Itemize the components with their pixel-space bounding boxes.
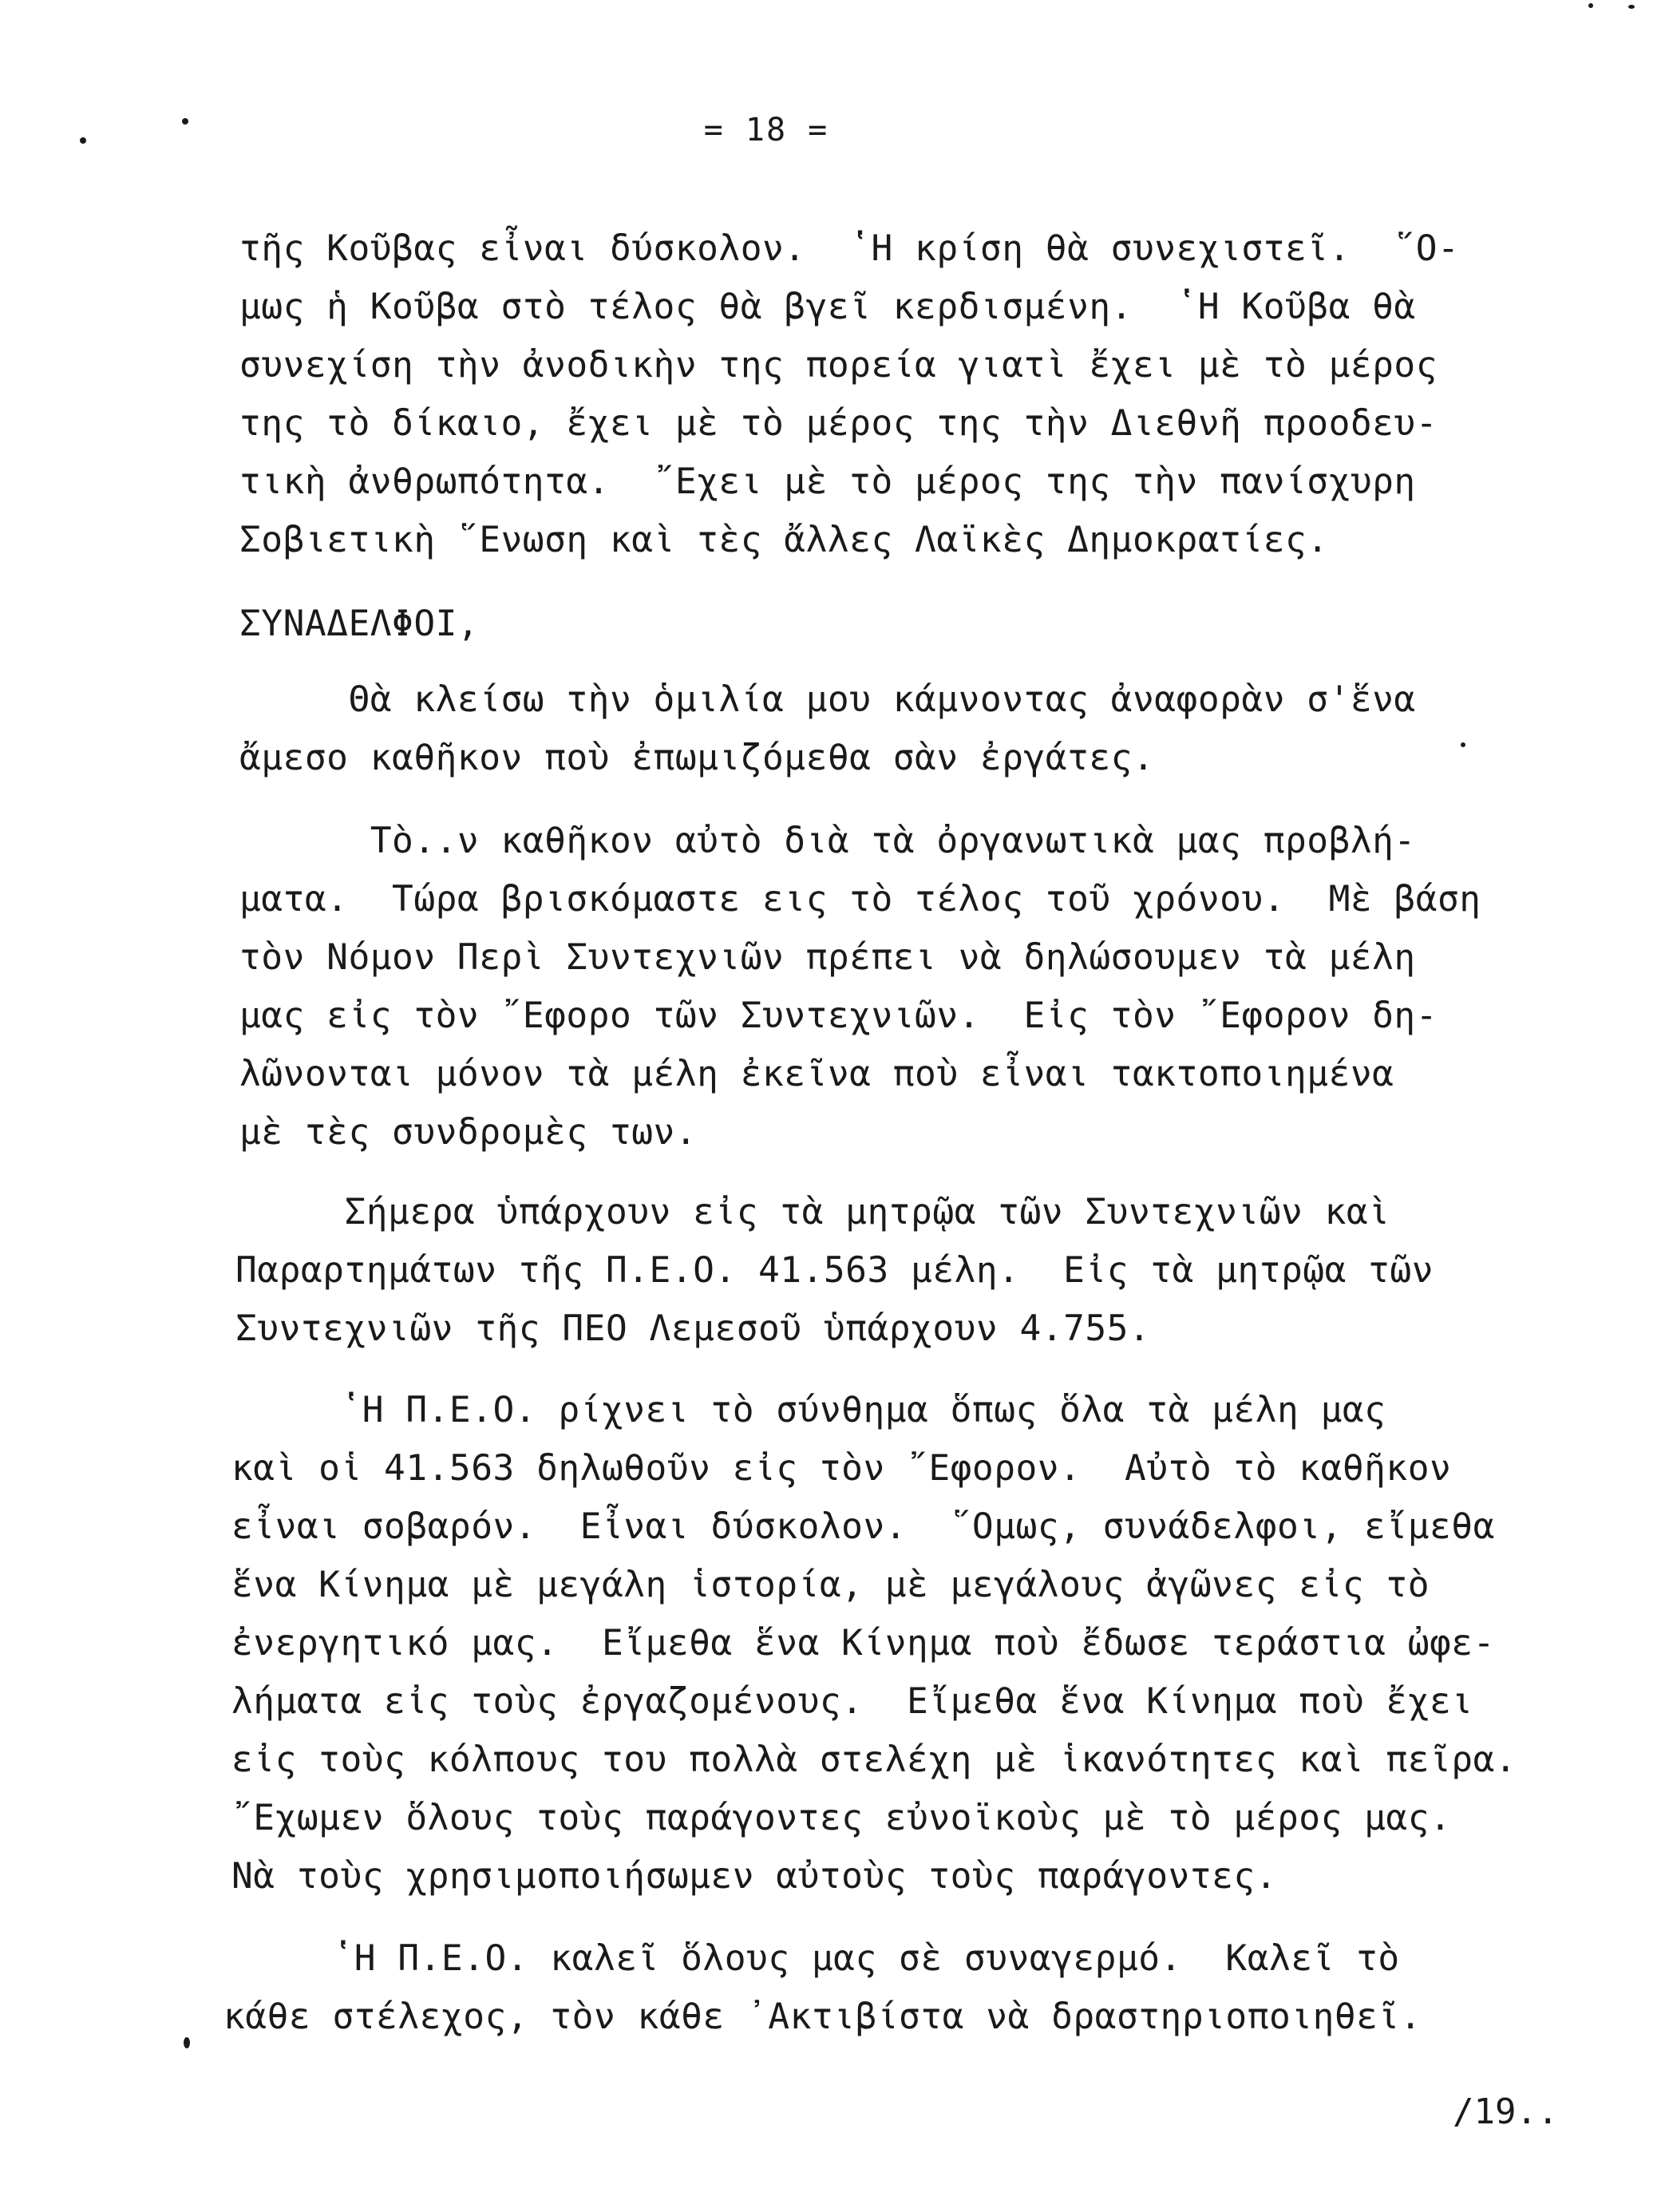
text-line: ῎Εχωμεν ὅλους τοὺς παράγοντες εὐνοϊκοὺς μὲ τὸ μέρος μας. <box>231 1798 1452 1838</box>
next-page-marker: /19.. <box>1453 2091 1559 2132</box>
text-line: εἰς τοὺς κόλπους του πολλὰ στελέχη μὲ ἱκανότητες καὶ πεῖρα. <box>231 1739 1517 1780</box>
salutation-heading: ΣΥΝΑΔΕΛΦΟΙ, <box>239 603 480 644</box>
text-line: Σήμερα ὑπάρχουν εἰς τὰ μητρῷα τῶν Συντεχνιῶν καὶ <box>235 1192 1390 1233</box>
text-line: τῆς Κοῦβας εἶναι δύσκολον. ʽΗ κρίση θὰ συνεχιστεῖ. ῞Ο- <box>239 228 1460 269</box>
text-line: της τὸ δίκαιο, ἔχει μὲ τὸ μέρος της τὴν Διεθνῆ προοδευ- <box>239 403 1438 444</box>
text-line: ʽΗ Π.Ε.Ο. ρίχνει τὸ σύνθημα ὅπως ὅλα τὰ μέλη μας <box>231 1390 1386 1430</box>
text-line: τικὴ ἀνθρωπότητα. ῎Εχει μὲ τὸ μέρος της τὴν πανίσχυρη <box>239 461 1416 502</box>
scan-speck <box>1461 742 1465 747</box>
text-line: μὲ τὲς συνδρομὲς των. <box>239 1112 698 1153</box>
text-line: Συντεχνιῶν τῆς ΠΕΟ Λεμεσοῦ ὑπάρχουν 4.755. <box>235 1308 1151 1349</box>
text-line: λήματα εἰς τοὺς ἐργαζομένους. Εἴμεθα ἕνα Κίνημα ποὺ ἔχει <box>231 1681 1473 1722</box>
text-line: συνεχίση τὴν ἀνοδικὴν της πορεία γιατὶ ἔχει μὲ τὸ μέρος <box>239 345 1438 386</box>
scan-speck <box>184 2037 190 2048</box>
text-line: μως ἡ Κοῦβα στὸ τέλος θὰ βγεῖ κερδισμένη. ʽΗ Κοῦβα θὰ <box>239 287 1416 327</box>
text-line: μας εἰς τὸν ῎Εφορο τῶν Συντεχνιῶν. Εἰς τὸν ῎Εφορον δη- <box>239 995 1438 1036</box>
text-line: Τὸ..ν καθῆκον αὐτὸ διὰ τὰ ὀργανωτικὰ μας προβλή- <box>239 821 1416 861</box>
text-line: Θὰ κλείσω τὴν ὁμιλία μου κάμνοντας ἀναφορὰν σ'ἕνα <box>239 679 1416 720</box>
text-line: καὶ οἱ 41.563 δηλωθοῦν εἰς τὸν ῎Εφορον. Αὐτὸ τὸ καθῆκον <box>231 1448 1452 1489</box>
page-number: = 18 = <box>703 112 829 148</box>
scan-speck <box>80 137 86 144</box>
text-line: ἄμεσο καθῆκον ποὺ ἐπωμιζόμεθα σὰν ἐργάτες. <box>239 738 1155 778</box>
text-line: εἶναι σοβαρόν. Εἶναι δύσκολον. ῞Ομως, συνάδελφοι, εἴμεθα <box>231 1506 1495 1547</box>
scan-speck <box>182 118 188 125</box>
text-line: Σοβιετικὴ ῞Ενωση καὶ τὲς ἄλλες Λαϊκὲς Δημοκρατίες. <box>239 520 1329 560</box>
text-line: ἕνα Κίνημα μὲ μεγάλη ἱστορία, μὲ μεγάλους ἀγῶνες εἰς τὸ <box>231 1565 1430 1605</box>
scan-speck <box>1588 3 1593 8</box>
text-line: κάθε στέλεχος, τὸν κάθε ᾿Ακτιβίστα νὰ δραστηριοποιηθεῖ. <box>223 1996 1422 2037</box>
text-line: ἐνεργητικό μας. Εἴμεθα ἕνα Κίνημα ποὺ ἔδωσε τεράστια ὠφε- <box>231 1623 1495 1664</box>
scan-speck <box>1628 5 1635 9</box>
text-line: λῶνονται μόνον τὰ μέλη ἐκεῖνα ποὺ εἶναι τακτοποιημένα <box>239 1054 1394 1094</box>
text-line: τὸν Νόμον Περὶ Συντεχνιῶν πρέπει νὰ δηλώσουμεν τὰ μέλη <box>239 937 1416 978</box>
text-line: ʽΗ Π.Ε.Ο. καλεῖ ὅλους μας σὲ συναγερμό. Καλεῖ τὸ <box>223 1938 1400 1979</box>
text-line: ματα. Τώρα βρισκόμαστε εις τὸ τέλος τοῦ χρόνου. Μὲ βάση <box>239 879 1481 920</box>
text-line: Παραρτημάτων τῆς Π.Ε.Ο. 41.563 μέλη. Εἰς τὰ μητρῷα τῶν <box>235 1250 1434 1291</box>
text-line: Νὰ τοὺς χρησιμοποιήσωμεν αὐτοὺς τοὺς παράγοντες. <box>231 1856 1277 1897</box>
